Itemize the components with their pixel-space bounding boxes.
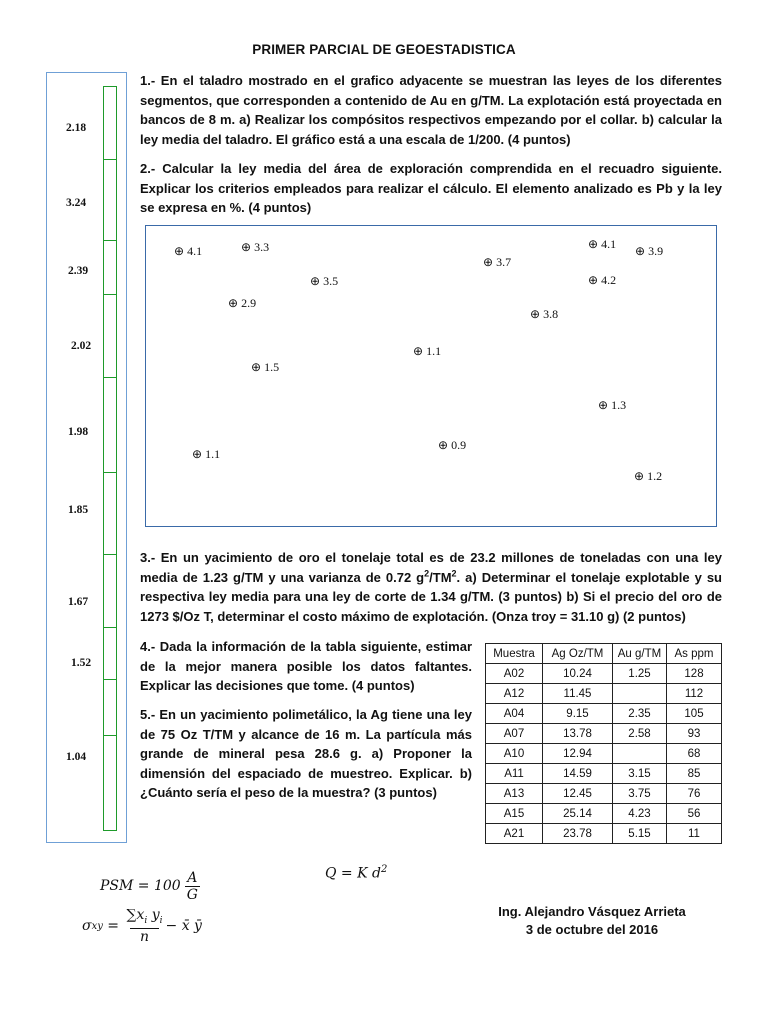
drill-grade-label: 1.52	[71, 657, 92, 669]
samples-table	[485, 643, 722, 844]
sample-point: ⊕ 1.3	[598, 398, 627, 412]
drill-grade-label: 2.39	[68, 265, 89, 277]
question-4: 4.- Dada la información de la tabla siguiente, estimar de la mejor manera posible los datos faltantes. Explicar las decisiones que tome. (4 puntos)	[140, 639, 472, 693]
sample-point-icon: ⊕	[174, 244, 185, 258]
question-3: 3.- En un yacimiento de oro el tonelaje total es de 23.2 millones de toneladas con una ley media de 1.23 g/TM y una varianza de 0.72 $g^2/TM^2$. a) Determinar el tonelaje explotable y su respectiva ley media para una ley de corte de 1.34 g/TM. (3 puntos) b) Si el precio del oro de 1273 $/Oz T, determinar el costo máximo de explotación. (Onza troy = 31.10 g) (2 puntos)	[140, 550, 722, 624]
sample-point-icon: ⊕	[251, 360, 262, 374]
sample-point-icon: ⊕	[635, 244, 646, 258]
sample-point-icon: ⊕	[241, 240, 252, 254]
sample-point-icon: ⊕	[634, 469, 645, 483]
sample-point: ⊕ 4.1	[174, 244, 203, 258]
sample-point: ⊕ 3.9	[635, 244, 664, 258]
sample-point: ⊕ 1.5	[251, 360, 280, 374]
segment-divider	[103, 472, 117, 473]
drill-hole-column	[103, 86, 117, 831]
sample-point: ⊕ 3.8	[530, 307, 559, 321]
sample-point-icon: ⊕	[438, 438, 449, 452]
author-name: Ing. Alejandro Vásquez Arrieta	[498, 904, 686, 919]
table-header-row	[486, 644, 722, 664]
table-header-cell: Muestra	[486, 644, 543, 664]
table-row: A13 12.45 3.75 76	[486, 784, 722, 804]
sample-point: ⊕ 4.2	[588, 273, 617, 287]
exam-date: 3 de octubre del 2016	[525, 922, 659, 937]
sample-point-icon: ⊕	[598, 398, 609, 412]
sample-point: ⊕ 1.2	[634, 469, 663, 483]
sample-point: ⊕ 0.9	[438, 438, 467, 452]
exploration-map	[145, 225, 717, 527]
sample-point: ⊕ 3.5	[310, 274, 339, 288]
table-header-cell: As ppm	[667, 644, 722, 664]
sample-point-icon: ⊕	[588, 237, 599, 251]
sample-point-icon: ⊕	[228, 296, 239, 310]
drill-grade-label: 1.98	[68, 426, 89, 438]
table-header-cell: Ag Oz/TM	[543, 644, 613, 664]
drill-grade-label: 1.04	[66, 751, 87, 763]
sample-point: ⊕ 1.1	[192, 447, 221, 461]
sample-point: ⊕ 3.7	[483, 255, 512, 269]
table-row: A04 9.15 2.35 105	[486, 704, 722, 724]
sample-point-icon: ⊕	[588, 273, 599, 287]
table-row: A07 13.78 2.58 93	[486, 724, 722, 744]
drill-grade-label: 2.02	[71, 340, 92, 352]
segment-divider	[103, 679, 117, 680]
table-row: A10 12.94 68	[486, 744, 722, 764]
exam-title: PRIMER PARCIAL DE GEOESTADISTICA	[252, 42, 516, 57]
sample-point: ⊕ 4.1	[588, 237, 617, 251]
segment-divider	[103, 294, 117, 295]
question-1: 1.- En el taladro mostrado en el grafico adyacente se muestran las leyes de los diferentes segmentos, que corresponden a contenido de Au en g/TM. La explotación está proyectada en bancos de 8 m. a) Realizar los compósitos respectivos empezando por el collar. b) calcular la ley media del taladro. El gráfico está a una escala de 1/200. (4 puntos)	[140, 73, 722, 147]
sample-point: ⊕ 1.1	[413, 344, 442, 358]
sample-point: ⊕ 2.9	[228, 296, 257, 310]
drill-grade-label: 1.67	[68, 596, 89, 608]
segment-divider	[103, 735, 117, 736]
segment-divider	[103, 159, 117, 160]
segment-divider	[103, 554, 117, 555]
table-row: A02 10.24 1.25 128	[486, 664, 722, 684]
drill-grade-label: 2.18	[66, 122, 87, 134]
formula-psm: PSM = 100 A G	[100, 869, 198, 903]
formula-covariance: σ xy = $\frac{\sum x_i y_i}{n}$ − x̄ ȳ	[82, 906, 202, 946]
sample-point: ⊕ 3.3	[241, 240, 270, 254]
segment-divider	[103, 627, 117, 628]
question-5: 5.- En un yacimiento polimetálico, la Ag tiene una ley de 75 Oz T/TM y alcance de 16 m. La partícula más grande de mineral pesa 28.6 g. a) Proponer la dimensión del espaciado de muestreo. Explicar. b) ¿Cuánto sería el peso de la muestra? (3 puntos)	[140, 707, 472, 800]
segment-divider	[103, 377, 117, 378]
table-header-cell: Au g/TM	[613, 644, 667, 664]
sample-point-icon: ⊕	[192, 447, 203, 461]
sample-point-icon: ⊕	[413, 344, 424, 358]
table-row: A11 14.59 3.15 85	[486, 764, 722, 784]
sample-point-icon: ⊕	[483, 255, 494, 269]
sample-point-icon: ⊕	[530, 307, 541, 321]
drill-grade-label: 1.85	[68, 504, 89, 516]
drill-grade-label: 3.24	[66, 197, 87, 209]
formula-sample-weight: Q = K $d^2$	[325, 864, 388, 882]
table-row: A21 23.78 5.15 11	[486, 824, 722, 844]
sample-point-icon: ⊕	[310, 274, 321, 288]
table-row: A12 11.45 112	[486, 684, 722, 704]
table-row: A15 25.14 4.23 56	[486, 804, 722, 824]
question-2: 2.- Calcular la ley media del área de exploración comprendida en el recuadro siguiente. Explicar los criterios empleados para realizar el cálculo. El elemento analizado es Pb y la ley se expresa en %. (4 puntos)	[140, 161, 722, 215]
segment-divider	[103, 240, 117, 241]
